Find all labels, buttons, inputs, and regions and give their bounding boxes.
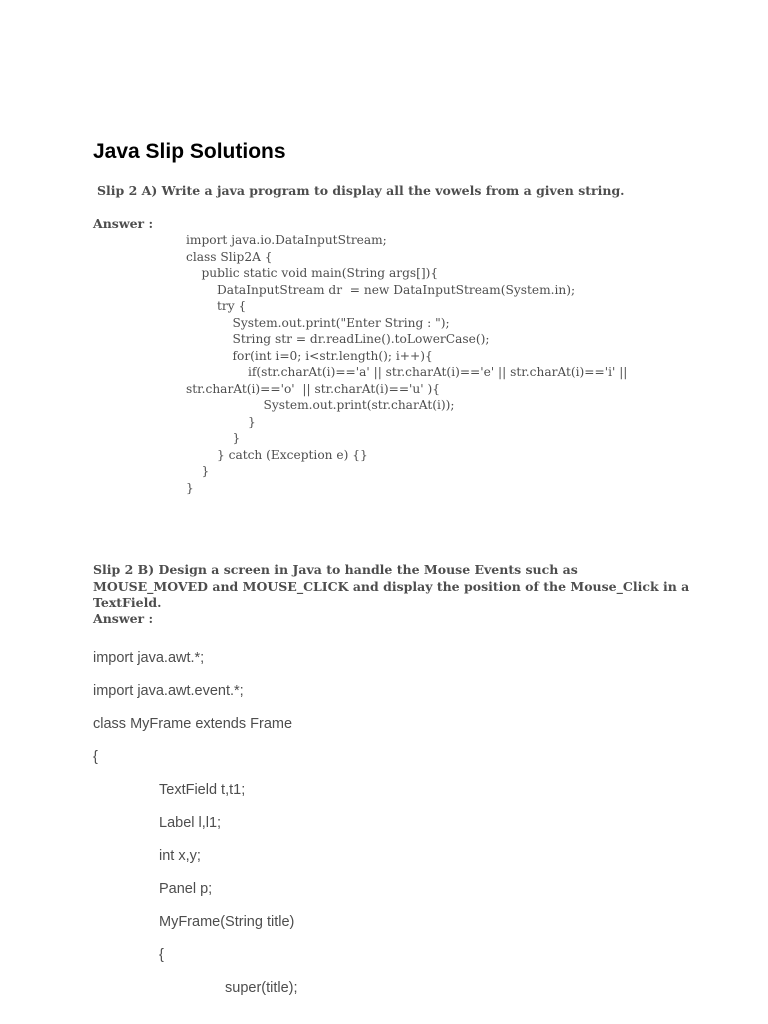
code-line: Panel p; — [159, 881, 213, 897]
code-line: System.out.print("Enter String : "); — [186, 315, 450, 330]
code-line: class Slip2A { — [186, 249, 273, 264]
code-line: } — [186, 464, 210, 478]
code-line: MyFrame(String title) — [159, 914, 295, 930]
code-line: import java.io.DataInputStream; — [186, 233, 387, 247]
code-line: { — [93, 749, 98, 765]
code-line: Label l,l1; — [159, 815, 222, 831]
code-line: { — [159, 947, 164, 963]
answer-label-2b: Answer : — [93, 611, 154, 626]
code-line: if(str.charAt(i)=='a' || str.charAt(i)=='e' || str.charAt(i)=='i' || — [186, 365, 628, 379]
question-slip-2a: Slip 2 A) Write a java program to display all the vowels from a given string. — [97, 183, 625, 198]
code-line: super(title); — [225, 980, 298, 996]
code-line: } catch (Exception e) {} — [186, 447, 368, 462]
code-line: String str = dr.readLine().toLowerCase(); — [186, 332, 490, 346]
question-slip-2b: Slip 2 B) Design a screen in Java to handle the Mouse Events such as MOUSE_MOVED and MOUSE_CLICK and display the position of the Mouse_Click in a TextField. — [93, 562, 690, 610]
code-line: } — [186, 480, 194, 495]
code-line: DataInputStream dr = new DataInputStream(System.in); — [186, 282, 576, 297]
code-line: TextField t,t1; — [159, 782, 246, 798]
code-line: str.charAt(i)=='o' || str.charAt(i)=='u' ){ — [186, 381, 440, 396]
code-line: public static void main(String args[]){ — [186, 266, 439, 280]
code-block-2b — [93, 642, 298, 1005]
code-line: try { — [186, 299, 247, 313]
code-line: int x,y; — [159, 848, 201, 864]
code-block-2a — [186, 232, 636, 496]
answer-label-2a: Answer : — [93, 216, 154, 231]
code-line: } — [186, 431, 241, 445]
code-line: import java.awt.event.*; — [93, 683, 244, 699]
code-line: System.out.print(str.charAt(i)); — [186, 398, 455, 412]
code-line: } — [186, 414, 256, 429]
document-title: Java Slip Solutions — [93, 140, 286, 163]
code-line: class MyFrame extends Frame — [93, 716, 293, 732]
code-line: import java.awt.*; — [93, 650, 205, 666]
code-line: for(int i=0; i<str.length(); i++){ — [186, 348, 433, 363]
